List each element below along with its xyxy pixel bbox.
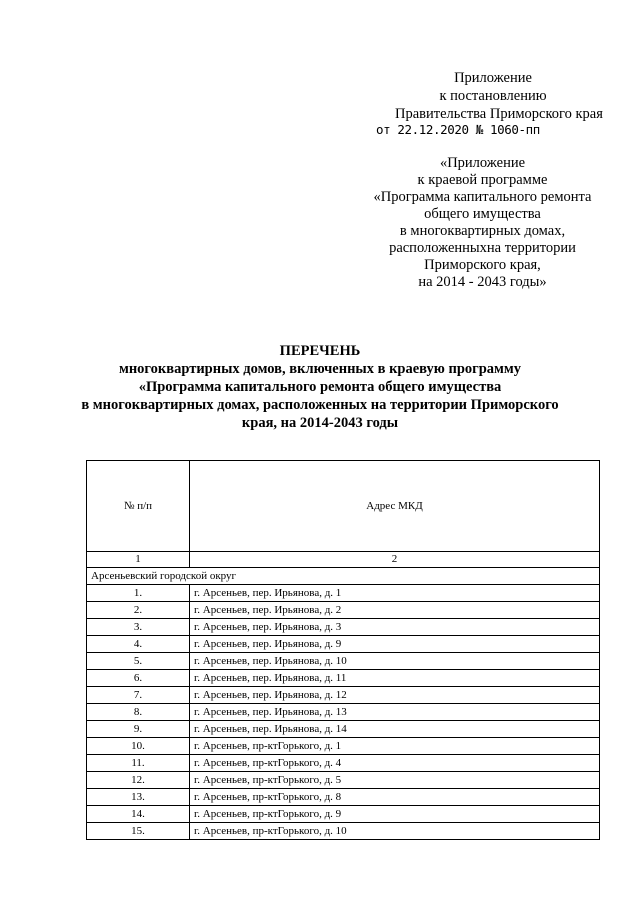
row-address: г. Арсеньев, пер. Ирьянова, д. 3	[190, 619, 600, 636]
document-title	[40, 342, 600, 432]
row-number: 10.	[87, 738, 190, 755]
row-address: г. Арсеньев, пр-ктГорького, д. 8	[190, 789, 600, 806]
row-address: г. Арсеньев, пр-ктГорького, д. 1	[190, 738, 600, 755]
row-number: 6.	[87, 670, 190, 687]
row-address: г. Арсеньев, пер. Ирьянова, д. 2	[190, 602, 600, 619]
table-row	[87, 670, 600, 687]
apartment-buildings-table	[86, 460, 600, 840]
row-number: 14.	[87, 806, 190, 823]
program-annex-line-1: «Приложение	[439, 155, 526, 171]
program-annex-line-2: к краевой программе	[417, 172, 548, 188]
column-numbers-row	[87, 552, 600, 568]
row-address: г. Арсеньев, пр-ктГорького, д. 5	[190, 772, 600, 789]
column-number-1: 1	[87, 552, 190, 568]
row-address: г. Арсеньев, пер. Ирьянова, д. 12	[190, 687, 600, 704]
row-number: 5.	[87, 653, 190, 670]
row-number: 12.	[87, 772, 190, 789]
row-address: г. Арсеньев, пер. Ирьянова, д. 13	[190, 704, 600, 721]
annex-line-1: Приложение	[454, 70, 532, 86]
decree-date-number: от 22.12.2020 № 1060-пп	[376, 122, 540, 137]
annex-line-2: к постановлению	[439, 88, 547, 104]
table-row	[87, 636, 600, 653]
table-row	[87, 789, 600, 806]
annex-line-3: Правительства Приморского края	[395, 106, 603, 122]
row-number: 9.	[87, 721, 190, 738]
table-row	[87, 653, 600, 670]
title-line-1: многоквартирных домов, включенных в краевую программу	[118, 361, 522, 377]
title-line-4: края, на 2014-2043 годы	[241, 415, 399, 431]
row-number: 8.	[87, 704, 190, 721]
row-number: 15.	[87, 823, 190, 840]
row-address: г. Арсеньев, пр-ктГорького, д. 4	[190, 755, 600, 772]
table-row	[87, 687, 600, 704]
table-row	[87, 755, 600, 772]
section-row	[87, 568, 600, 585]
row-address: г. Арсеньев, пер. Ирьянова, д. 1	[190, 585, 600, 602]
row-number: 4.	[87, 636, 190, 653]
program-annex-line-8: на 2014 - 2043 годы»	[418, 274, 547, 290]
title-line-2: «Программа капитального ремонта общего имущества	[138, 379, 502, 395]
row-number: 11.	[87, 755, 190, 772]
table-row	[87, 602, 600, 619]
row-number: 13.	[87, 789, 190, 806]
table-row	[87, 823, 600, 840]
section-name: Арсеньевский городской округ	[87, 568, 600, 585]
row-number: 1.	[87, 585, 190, 602]
table-row	[87, 721, 600, 738]
column-number-2: 2	[190, 552, 600, 568]
title-line-3: в многоквартирных домах, расположенных на территории Приморского	[81, 397, 559, 413]
table-row	[87, 585, 600, 602]
title-heading: ПЕРЕЧЕНЬ	[279, 343, 361, 359]
row-number: 2.	[87, 602, 190, 619]
row-address: г. Арсеньев, пр-ктГорького, д. 10	[190, 823, 600, 840]
header-address: Адрес МКД	[190, 461, 600, 552]
row-address: г. Арсеньев, пер. Ирьянова, д. 9	[190, 636, 600, 653]
header-number: № п/п	[87, 461, 190, 552]
program-annex-line-3: «Программа капитального ремонта	[373, 189, 592, 205]
table-row	[87, 772, 600, 789]
row-address: г. Арсеньев, пер. Ирьянова, д. 10	[190, 653, 600, 670]
program-annex-line-4: общего имущества	[424, 206, 541, 222]
table-row	[87, 806, 600, 823]
program-annex-line-5: в многоквартирных домах,	[399, 223, 566, 239]
row-address: г. Арсеньев, пер. Ирьянова, д. 14	[190, 721, 600, 738]
table-header-row	[87, 461, 600, 552]
row-number: 7.	[87, 687, 190, 704]
table-row	[87, 704, 600, 721]
row-address: г. Арсеньев, пр-ктГорького, д. 9	[190, 806, 600, 823]
table-row	[87, 619, 600, 636]
row-address: г. Арсеньев, пер. Ирьянова, д. 11	[190, 670, 600, 687]
row-number: 3.	[87, 619, 190, 636]
table-row	[87, 738, 600, 755]
program-annex-line-7: Приморского края,	[424, 257, 541, 273]
program-annex-line-6: расположенныхна территории	[389, 240, 576, 256]
